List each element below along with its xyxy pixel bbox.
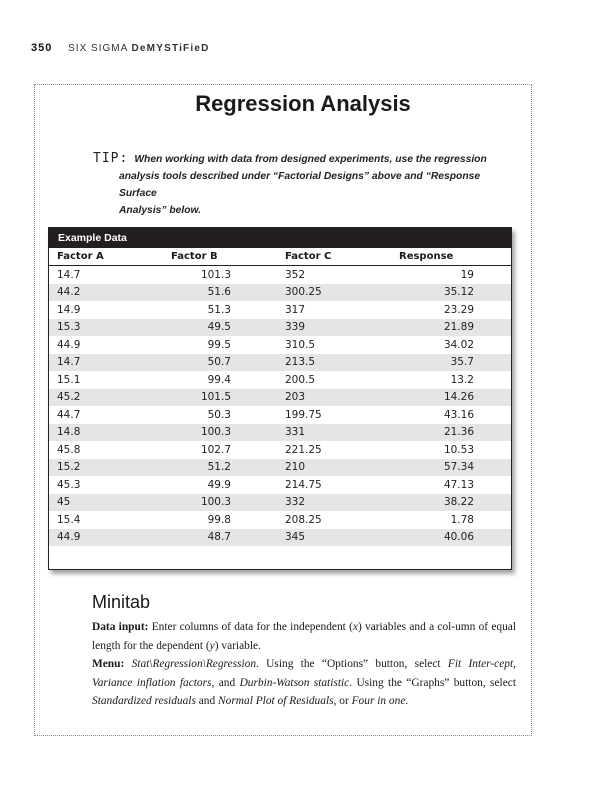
cell-response: 57.34: [391, 459, 511, 477]
cell-factor-c: 332: [277, 494, 391, 512]
table-row: [49, 319, 511, 337]
cell-factor-c: 210: [277, 459, 391, 477]
table-row: [49, 284, 511, 302]
table-row: [49, 301, 511, 319]
running-head: [31, 42, 210, 54]
cell-factor-b: 48.7: [163, 529, 277, 547]
cell-response: 10.53: [443, 443, 474, 456]
cell-factor-c: 352: [285, 268, 306, 281]
menu-path: Stat\Regression\Regression: [131, 658, 257, 670]
cell-response: 35.12: [391, 284, 511, 302]
cell-response: 38.22: [391, 494, 511, 512]
table-row: [49, 459, 511, 477]
cell-factor-c: 203: [277, 389, 391, 407]
p2-text-f: .: [405, 695, 409, 707]
cell-factor-b: 49.5: [163, 319, 277, 337]
p2-option-3: Standardized residuals: [92, 695, 196, 707]
cell-factor-a: 15.3: [49, 319, 163, 337]
cell-response: 47.13: [443, 478, 474, 491]
cell-factor-b: 100.3: [163, 424, 277, 442]
p2-option-2: Durbin-Watson statistic: [239, 676, 350, 689]
cell-response: 14.26: [391, 389, 511, 407]
book-title-tail: DeMYSTiFieD: [131, 43, 210, 54]
cell-factor-a: 15.2: [49, 459, 163, 477]
p2-text-a: . Using the “Options” button, select: [256, 658, 448, 670]
cell-factor-a: 44.7: [57, 408, 81, 421]
table-row: [49, 354, 511, 372]
cell-factor-a: 45.2: [49, 389, 163, 407]
cell-response: 40.06: [391, 529, 511, 547]
p1-var-x: x: [352, 621, 358, 633]
cell-factor-c: 339: [277, 319, 391, 337]
book-title-lead: SIX SIGMA: [68, 43, 128, 54]
cell-response: 21.89: [391, 319, 511, 337]
table-row: [49, 336, 511, 354]
cell-factor-b: 101.3: [200, 268, 231, 281]
cell-factor-c: 208.25: [285, 513, 322, 526]
data-input-label: Data input:: [92, 621, 149, 633]
cell-factor-b: 101.5: [163, 389, 277, 407]
p2-option-5: Four in one: [351, 695, 406, 707]
cell-response: 34.02: [443, 338, 474, 351]
cell-factor-b: 50.3: [207, 408, 231, 421]
cell-factor-c: 221.25: [285, 443, 322, 456]
cell-factor-a: 15.4: [57, 513, 81, 526]
col-header-factor-c: Factor C: [277, 248, 391, 266]
cell-factor-b: 99.8: [207, 513, 231, 526]
table-row: [49, 266, 511, 284]
cell-factor-c: 199.75: [285, 408, 322, 421]
cell-factor-a: 45.3: [57, 478, 81, 491]
p2-text-c: . Using the “Graphs” button, select: [349, 676, 516, 689]
cell-factor-a: 14.7: [49, 354, 163, 372]
tip-line-3: Analysis” below.: [119, 205, 202, 216]
p2-option-4: Normal Plot of Residuals: [218, 695, 334, 707]
table-row: [49, 511, 511, 529]
cell-factor-a: 44.9: [49, 529, 163, 547]
col-header-factor-a: Factor A: [49, 248, 163, 266]
example-data-table: [48, 227, 512, 570]
page-title: Regression Analysis: [195, 91, 411, 116]
tip-line-1: When working with data from designed experiments, use the regression: [134, 154, 487, 165]
table-row: [49, 441, 511, 459]
col-header-factor-b: Factor B: [163, 248, 277, 266]
cell-factor-a: 14.9: [57, 303, 81, 316]
cell-response: 21.36: [391, 424, 511, 442]
cell-factor-b: 50.7: [163, 354, 277, 372]
cell-factor-a: 15.1: [57, 373, 81, 386]
cell-factor-a: 44.2: [49, 284, 163, 302]
menu-label: Menu:: [92, 658, 125, 670]
data-table: [49, 248, 511, 546]
page-number: 350: [31, 42, 53, 54]
p2-option-1: Fit Inter-cept, Variance inflation factors,: [92, 658, 516, 689]
p2-text-d: and: [195, 695, 219, 707]
cell-factor-b: 99.4: [207, 373, 231, 386]
table-row: [49, 389, 511, 407]
cell-factor-c: 345: [277, 529, 391, 547]
table-row: [49, 406, 511, 424]
tip-line-2: analysis tools described under “Factorial Designs” above and “Response Surface: [119, 171, 481, 199]
data-input-paragraph: [92, 618, 516, 655]
p1-var-y: y: [209, 639, 215, 652]
cell-factor-b: 51.3: [207, 303, 231, 316]
minitab-heading: Minitab: [92, 592, 151, 612]
cell-factor-c: 300.25: [277, 284, 391, 302]
cell-factor-b: 100.3: [163, 494, 277, 512]
table-row: [49, 371, 511, 389]
cell-response: 19: [460, 268, 474, 281]
table-row: [49, 529, 511, 547]
p2-text-e: , or: [333, 695, 352, 707]
cell-factor-a: 44.9: [57, 338, 81, 351]
cell-factor-c: 317: [285, 303, 306, 316]
cell-factor-b: 49.9: [207, 478, 231, 491]
cell-response: 35.7: [391, 354, 511, 372]
cell-response: 1.78: [450, 513, 474, 526]
menu-paragraph: [92, 655, 516, 711]
cell-response: 43.16: [443, 408, 474, 421]
cell-factor-c: 331: [277, 424, 391, 442]
cell-factor-b: 51.6: [163, 284, 277, 302]
cell-factor-c: 200.5: [285, 373, 316, 386]
cell-factor-a: 14.7: [57, 268, 81, 281]
p2-text-b: and: [214, 676, 240, 689]
cell-factor-c: 213.5: [277, 354, 391, 372]
tip-label: TIP:: [93, 151, 129, 166]
cell-factor-a: 14.8: [49, 424, 163, 442]
table-caption: Example Data: [49, 228, 511, 248]
cell-factor-b: 99.5: [207, 338, 231, 351]
cell-factor-b: 51.2: [163, 459, 277, 477]
cell-factor-a: 45: [49, 494, 163, 512]
cell-factor-b: 102.7: [200, 443, 231, 456]
cell-factor-c: 310.5: [285, 338, 316, 351]
p1-text-b: ) variables and a col-umn of equal length for the dependent (: [92, 621, 517, 652]
p1-text-a: Enter columns of data for the independent (: [148, 621, 353, 633]
table-row: [49, 476, 511, 494]
col-header-response: Response: [391, 248, 511, 266]
table-header-row: [49, 248, 511, 266]
cell-factor-a: 45.8: [57, 443, 81, 456]
tip-box: [93, 150, 513, 219]
p1-text-c: ) variable.: [214, 639, 261, 652]
cell-response: 13.2: [450, 373, 474, 386]
cell-factor-c: 214.75: [285, 478, 322, 491]
table-row: [49, 494, 511, 512]
table-row: [49, 424, 511, 442]
cell-response: 23.29: [443, 303, 474, 316]
